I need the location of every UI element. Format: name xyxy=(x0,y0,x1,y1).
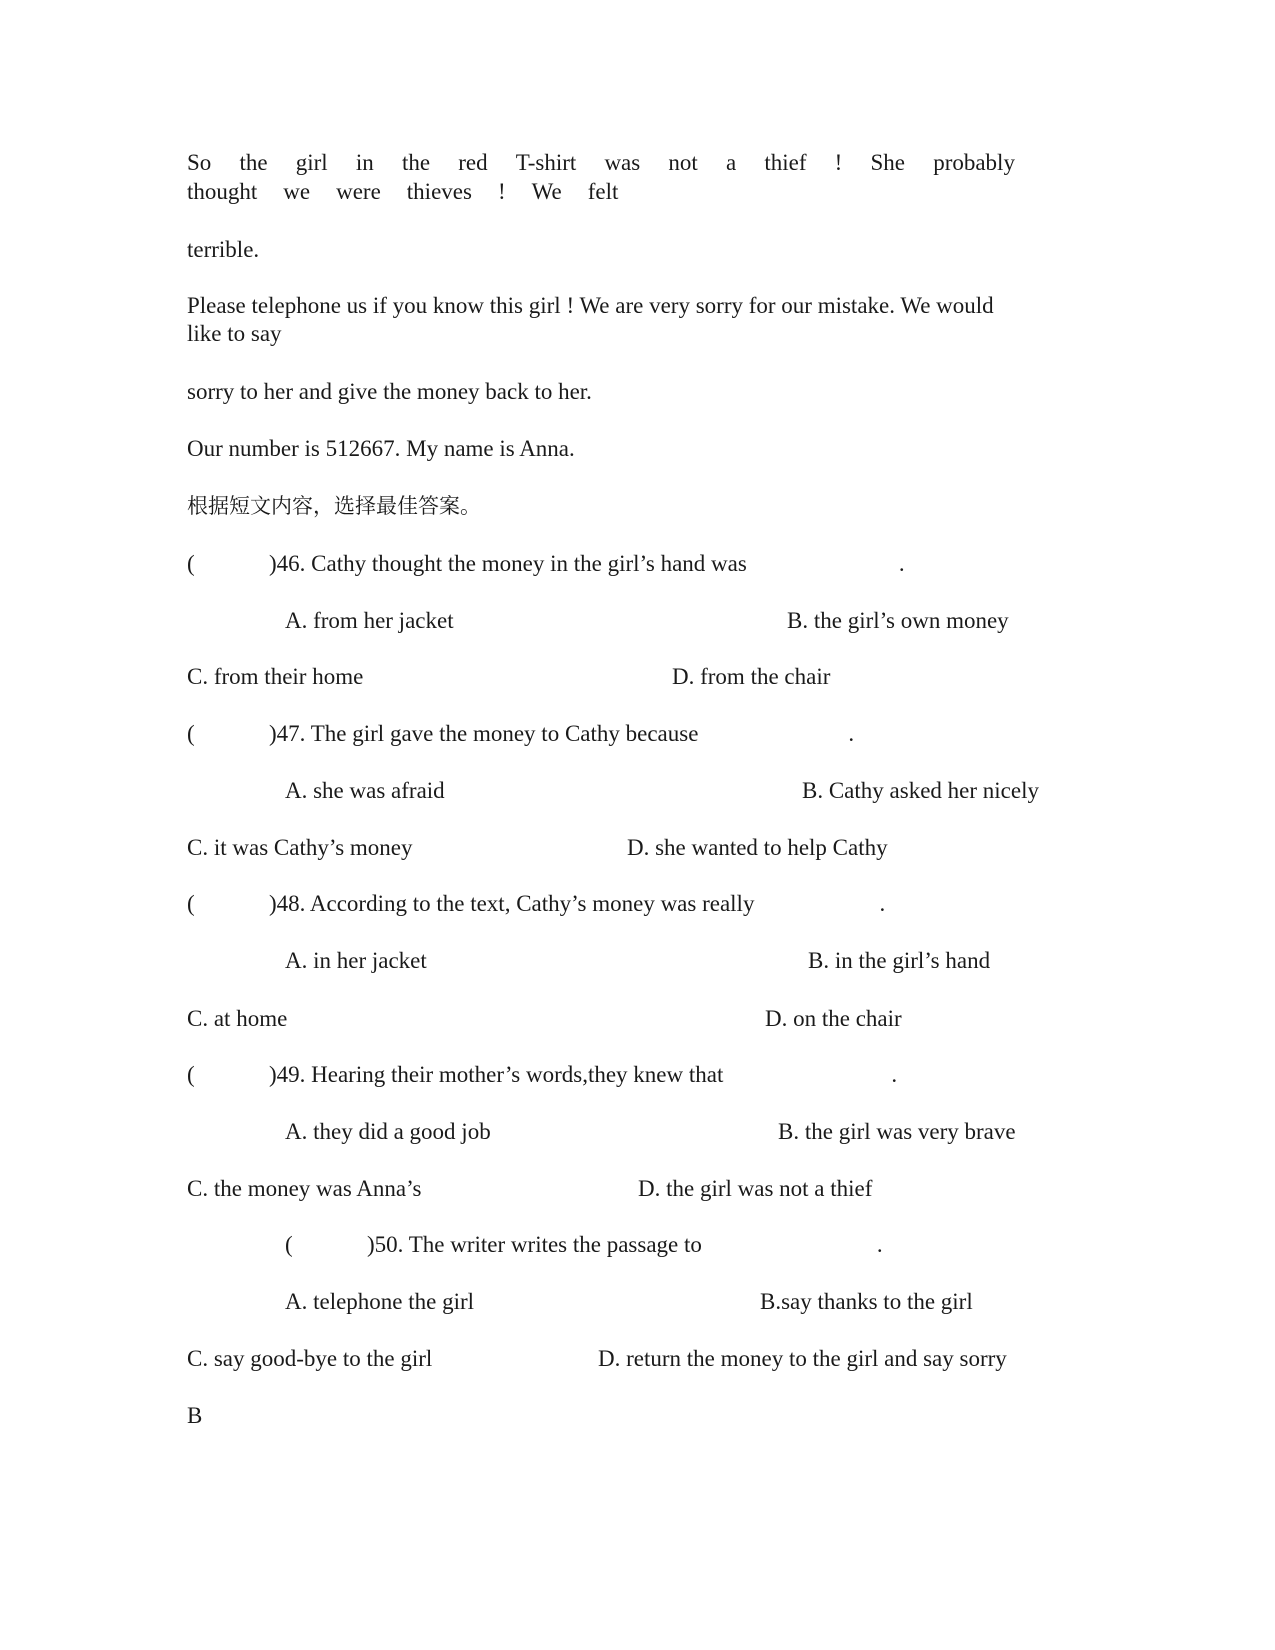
word: thieves xyxy=(406,179,472,204)
answer-blank-open: ( xyxy=(187,721,195,746)
word: was xyxy=(604,150,641,175)
question-text: )46. Cathy thought the money in the girl’s hand was xyxy=(269,551,747,576)
question-text: )50. The writer writes the passage to xyxy=(367,1232,702,1257)
option-49-b: B. the girl was very brave xyxy=(778,1119,1016,1144)
word: probably xyxy=(933,150,1015,175)
passage-line-6: sorry to her and give the money back to her. xyxy=(187,379,592,404)
word: were xyxy=(336,179,381,204)
option-50-a: A. telephone the girl xyxy=(285,1289,475,1314)
word: So xyxy=(187,150,212,175)
option-50-c: C. say good-bye to the girl xyxy=(187,1346,433,1371)
answer-blank-open: ( xyxy=(187,551,195,576)
word: ! xyxy=(497,179,506,204)
passage-line-4: Please telephone us if you know this girl ! We are very sorry for our mistake. We would xyxy=(187,293,994,318)
question-end: . xyxy=(898,551,905,576)
word: ! xyxy=(834,150,843,175)
word: felt xyxy=(587,179,619,204)
option-50-d: D. return the money to the girl and say sorry xyxy=(598,1346,1007,1371)
word: We xyxy=(531,179,562,204)
question-text: )49. Hearing their mother’s words,they knew that xyxy=(269,1062,724,1087)
word: She xyxy=(870,150,906,175)
passage-line-1 xyxy=(187,149,1015,177)
option-47-b: B. Cathy asked her nicely xyxy=(802,778,1039,803)
question-46 xyxy=(187,550,905,578)
word: T-shirt xyxy=(515,150,577,175)
question-49 xyxy=(187,1061,897,1089)
passage-line-3: terrible. xyxy=(187,237,260,262)
word: in xyxy=(355,150,374,175)
option-48-d: D. on the chair xyxy=(765,1006,902,1031)
question-48 xyxy=(187,890,885,918)
option-46-d: D. from the chair xyxy=(672,664,831,689)
answer-blank-open: ( xyxy=(285,1232,293,1257)
question-end: . xyxy=(848,721,855,746)
word: a xyxy=(725,150,737,175)
word: the xyxy=(239,150,268,175)
question-text: )47. The girl gave the money to Cathy because xyxy=(269,721,699,746)
option-46-c: C. from their home xyxy=(187,664,364,689)
option-47-a: A. she was afraid xyxy=(285,778,445,803)
instruction: 根据短文内容，选择最佳答案。 xyxy=(187,494,481,518)
option-49-d: D. the girl was not a thief xyxy=(638,1176,873,1201)
option-46-b: B. the girl’s own money xyxy=(787,608,1009,633)
question-text: )48. According to the text, Cathy’s money was really xyxy=(269,891,755,916)
passage-line-5: like to say xyxy=(187,321,282,346)
word: the xyxy=(401,150,431,175)
answer-blank-open: ( xyxy=(187,1062,195,1087)
option-46-a: A. from her jacket xyxy=(285,608,454,633)
section-label: B xyxy=(187,1403,203,1428)
option-47-d: D. she wanted to help Cathy xyxy=(627,835,888,860)
answer-blank-open: ( xyxy=(187,891,195,916)
option-50-b: B.say thanks to the girl xyxy=(760,1289,973,1314)
passage-line-2 xyxy=(187,178,618,206)
option-49-c: C. the money was Anna’s xyxy=(187,1176,422,1201)
passage-line-7: Our number is 512667. My name is Anna. xyxy=(187,436,575,461)
question-47 xyxy=(187,720,854,748)
word: thief xyxy=(764,150,807,175)
question-end: . xyxy=(879,891,886,916)
word: we xyxy=(283,179,311,204)
word: girl xyxy=(295,150,328,175)
option-49-a: A. they did a good job xyxy=(285,1119,491,1144)
option-47-c: C. it was Cathy’s money xyxy=(187,835,413,860)
option-48-c: C. at home xyxy=(187,1006,288,1031)
question-end: . xyxy=(876,1232,883,1257)
word: thought xyxy=(187,179,258,204)
word: red xyxy=(458,150,488,175)
question-end: . xyxy=(891,1062,898,1087)
option-48-b: B. in the girl’s hand xyxy=(808,948,991,973)
option-48-a: A. in her jacket xyxy=(285,948,427,973)
question-50 xyxy=(285,1231,883,1259)
word: not xyxy=(668,150,698,175)
